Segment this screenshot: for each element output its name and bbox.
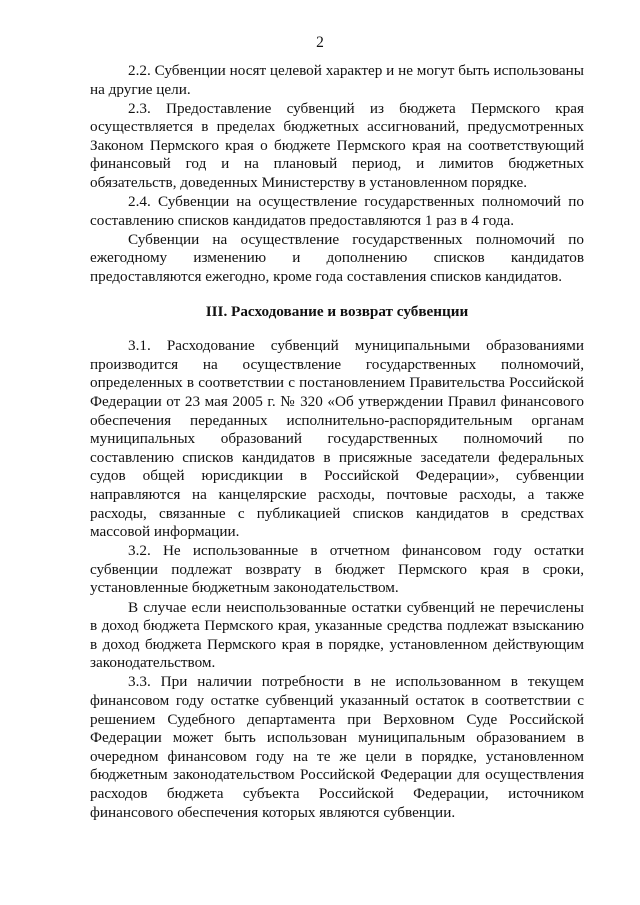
paragraph-annual-subvention: Субвенции на осуществление государственных полномочий по ежегодному изменению и дополнению списков кандидатов предоставляются ежегодно, кроме года составления списков кандидатов. — [90, 230, 584, 286]
page-number: 2 — [316, 34, 324, 51]
paragraph-3-2: 3.2. Не использованные в отчетном финансовом году остатки субвенции подлежат возврату в бюджет Пермского края в сроки, установленные бюджетным законодательством. — [90, 542, 584, 597]
paragraph-3-1: 3.1. Расходование субвенций муниципальными образованиями производится на осуществление государственных полномочий, определенных в соответствии с постановлением Правительства Российской Федерации от 23 мая 2005 г. № 320 «Об утверждении Правил финансового обеспечения переданных исполнительно-распорядительным органам муниципальных образований государственных полномочий по составлению списков кандидатов в присяжные заседатели федеральных судов общей юрисдикции в Российской Федерации», субвенции направляются на канцелярские расходы, почтовые расходы, а также расходы, связанные с публикацией списков кандидатов в средствах массовой информации. — [90, 337, 584, 541]
paragraph-2-4: 2.4. Субвенции на осуществление государственных полномочий по составлению списков кандидатов предоставляются 1 раз в 4 года. — [90, 193, 584, 229]
paragraph-unused-balances: В случае если неиспользованные остатки субвенций не перечислены в доход бюджета Пермского края, указанные средства подлежат взысканию в доход бюджета Пермского края в порядке, установленном действующим законодательством. — [90, 598, 584, 672]
paragraph-3-3: 3.3. При наличии потребности в не использованном в текущем финансовом году остатке субвенций указанный остаток в соответствии с решением Судебного департамента при Верховном Суде Российской Федерации может быть использован муниципальным образованием в очередном финансовом году на те же цели в порядке, установленном бюджетным законодательством Российской Федерации для осуществления расходов бюджета субъекта Российской Федерации, источником финансового обеспечения которых являются субвенции. — [90, 673, 584, 821]
document-body — [90, 62, 584, 823]
paragraph-2-2: 2.2. Субвенции носят целевой характер и не могут быть использованы на другие цели. — [90, 62, 584, 98]
section-heading: III. Расходование и возврат субвенции — [205, 302, 469, 320]
paragraph-2-3: 2.3. Предоставление субвенций из бюджета Пермского края осуществляется в пределах бюджетных ассигнований, предусмотренных Законом Пермского края о бюджете Пермского края на соответствующий финансовый год и на плановый период, и лимитов бюджетных обязательств, доведенных Министерству в установленном порядке. — [90, 99, 584, 192]
